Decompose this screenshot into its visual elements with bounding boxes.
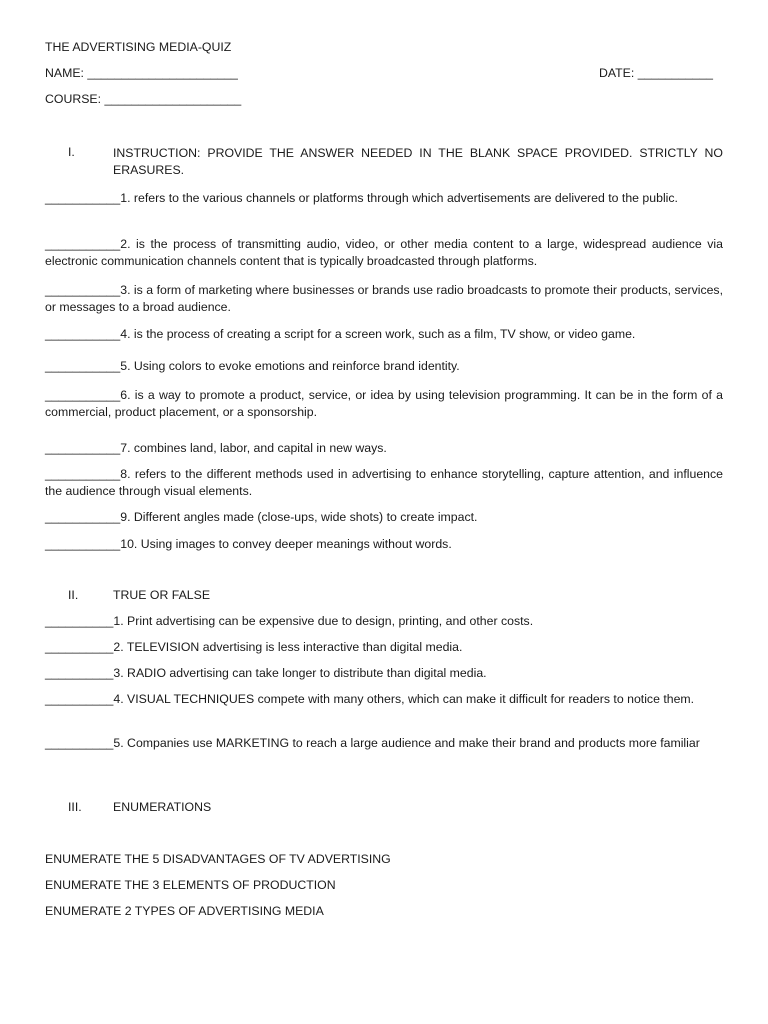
quiz-title: THE ADVERTISING MEDIA-QUIZ (45, 40, 232, 54)
name-field[interactable]: NAME: ______________________ (45, 66, 238, 80)
section-1-instruction: INSTRUCTION: PROVIDE THE ANSWER NEEDED IN THE BLANK SPACE PROVIDED. STRICTLY NO ERASURES. (113, 146, 723, 177)
identification-item-2[interactable]: ___________2. is the process of transmitting audio, video, or other media content to a large, widespread audience via electronic communication channels content that is typically broadcasted through platforms. (45, 237, 723, 268)
identification-item-5[interactable]: ___________5. Using colors to evoke emotions and reinforce brand identity. (45, 359, 460, 373)
enumeration-item-3: ENUMERATE 2 TYPES OF ADVERTISING MEDIA (45, 904, 324, 918)
identification-item-8[interactable]: ___________8. refers to the different methods used in advertising to enhance storytelling, capture attention, and influence the audience through visual elements. (45, 467, 723, 498)
true-false-item-1[interactable]: __________1. Print advertising can be expensive due to design, printing, and other costs. (45, 614, 534, 628)
identification-item-1[interactable]: ___________1. refers to the various channels or platforms through which advertisements are delivered to the public. (45, 191, 678, 205)
section-2-numeral: II. (68, 588, 79, 602)
identification-item-3[interactable]: ___________3. is a form of marketing where businesses or brands use radio broadcasts to promote their products, services, or messages to a broad audience. (45, 283, 723, 314)
enumeration-item-2: ENUMERATE THE 3 ELEMENTS OF PRODUCTION (45, 878, 336, 892)
section-3-numeral: III. (68, 800, 82, 814)
true-false-item-3[interactable]: __________3. RADIO advertising can take longer to distribute than digital media. (45, 666, 487, 680)
identification-item-10[interactable]: ___________10. Using images to convey deeper meanings without words. (45, 537, 452, 551)
section-2-heading: TRUE OR FALSE (113, 588, 211, 602)
true-false-item-4[interactable]: __________4. VISUAL TECHNIQUES compete with many others, which can make it difficult for readers to notice them. (45, 692, 695, 706)
enumeration-item-1: ENUMERATE THE 5 DISADVANTAGES OF TV ADVERTISING (45, 852, 391, 866)
section-1-numeral: I. (68, 145, 75, 159)
identification-item-9[interactable]: ___________9. Different angles made (close-ups, wide shots) to create impact. (45, 510, 478, 524)
section-3-heading: ENUMERATIONS (113, 800, 212, 814)
identification-item-6[interactable]: ___________6. is a way to promote a product, service, or idea by using television programming. It can be in the form of a commercial, product placement, or a sponsorship. (45, 388, 723, 419)
date-field[interactable]: DATE: ___________ (599, 66, 713, 80)
identification-item-7[interactable]: ___________7. combines land, labor, and capital in new ways. (45, 441, 387, 455)
course-field[interactable]: COURSE: ____________________ (45, 92, 242, 106)
true-false-item-2[interactable]: __________2. TELEVISION advertising is less interactive than digital media. (45, 640, 463, 654)
identification-item-4[interactable]: ___________4. is the process of creating a script for a screen work, such as a film, TV show, or video game. (45, 327, 636, 341)
true-false-item-5[interactable]: __________5. Companies use MARKETING to reach a large audience and make their brand and products more familiar (45, 736, 700, 750)
